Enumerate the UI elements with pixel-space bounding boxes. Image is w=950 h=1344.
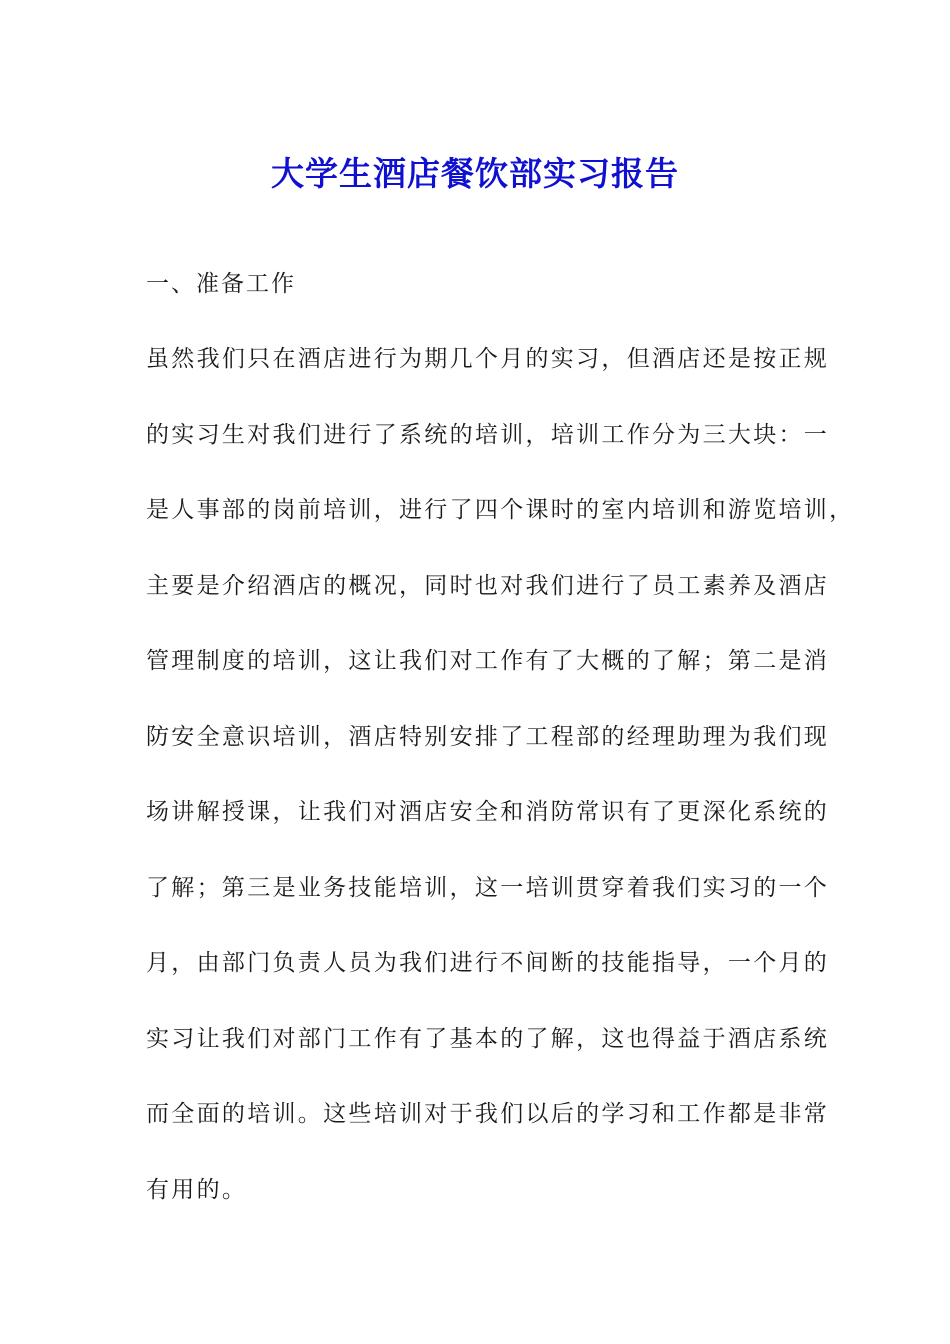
body-paragraph <box>146 338 855 1244</box>
paragraph-line: 虽然我们只在酒店进行为期几个月的实习，但酒店还是按正规 <box>146 346 830 372</box>
paragraph-line: 了解；第三是业务技能培训，这一培训贯穿着我们实习的一个 <box>146 874 830 901</box>
paragraph-line: 而全面的培训。这些培训对于我们以后的学习和工作都是非常 <box>146 1101 830 1127</box>
paragraph-line: 防安全意识培训，酒店特别安排了工程部的经理助理为我们现 <box>146 723 830 750</box>
paragraph-line: 月，由部门负责人员为我们进行不间断的技能指导，一个月的 <box>146 950 830 976</box>
paragraph-line: 有用的。 <box>146 1176 248 1203</box>
paragraph-line: 场讲解授课，让我们对酒店安全和消防常识有了更深化系统的 <box>146 799 830 825</box>
document-title: 大学生酒店餐饮部实习报告 <box>271 154 679 194</box>
paragraph-line: 管理制度的培训，这让我们对工作有了大概的了解；第二是消 <box>146 648 830 674</box>
paragraph-line: 主要是介绍酒店的概况，同时也对我们进行了员工素养及酒店 <box>146 572 830 599</box>
paragraph-line: 的实习生对我们进行了系统的培训，培训工作分为三大块：一 <box>146 421 830 448</box>
section-heading: 一、准备工作 <box>146 271 296 297</box>
paragraph-line: 实习让我们对部门工作有了基本的了解，这也得益于酒店系统 <box>146 1025 830 1052</box>
paragraph-line: 是人事部的岗前培训，进行了四个课时的室内培训和游览培训， <box>146 497 855 523</box>
